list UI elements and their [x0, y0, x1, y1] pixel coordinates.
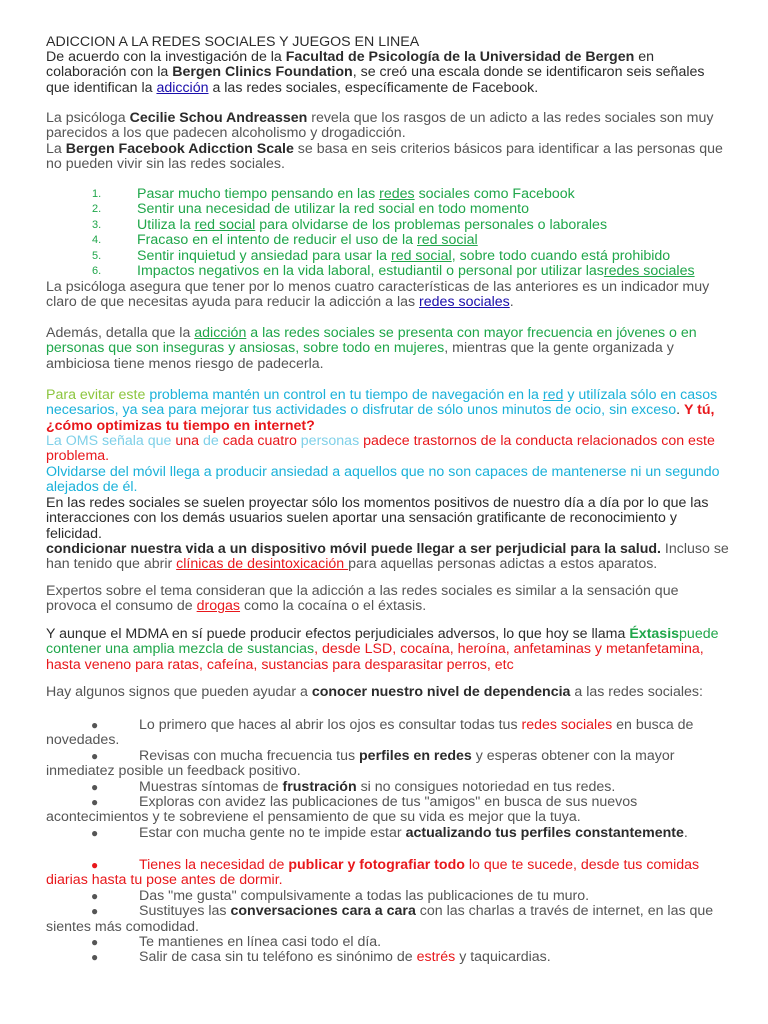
text: revela que los rasgos de un adicto a las redes sociales son muy parecidos a los que padecen alcoholismo y drogadicción. [46, 110, 714, 142]
text: Das "me gusta" compulsivamente a todas las publicaciones de tu muro. [139, 887, 590, 904]
foundation-name: Bergen Clinics Foundation [172, 64, 353, 81]
text: se basa en seis criterios básicos para identificar a las personas que no pueden vivir sin las redes sociales. [46, 141, 723, 173]
dependency-term: conocer nuestro nivel de dependencia [311, 684, 571, 700]
bullet-icon: ● [91, 779, 99, 794]
text: a las redes sociales, específicamente de Facebook. [208, 79, 539, 96]
adiccion-link[interactable]: adicción [156, 79, 209, 96]
sign-text [46, 718, 732, 749]
sign-text [46, 935, 732, 950]
criteria-number: 6. [92, 264, 102, 277]
bullet-icon: ● [91, 904, 99, 919]
bullet-icon: ● [91, 935, 99, 950]
text: lo que te sucede, desde tus comidas diarias hasta tu pose antes de dormir. [46, 857, 700, 889]
criteria-link[interactable]: redes [379, 186, 415, 202]
bullet-icon: ● [91, 825, 99, 840]
sign-text [46, 826, 732, 841]
text: padece trastornos de la conducta relacionados con este problema. [46, 433, 715, 465]
criteria-item [46, 218, 732, 233]
bullet-icon: ● [91, 795, 99, 810]
text: Hay algunos signos que pueden ayudar a [46, 684, 312, 700]
text: De acuerdo con la investigación de la [46, 49, 286, 65]
signs-intro-paragraph [46, 685, 732, 700]
sign-item [46, 950, 732, 965]
bullet-icon: ● [91, 718, 99, 732]
sign-highlight: estrés [416, 949, 456, 966]
question-highlight: Y tú, ¿cómo optimizas tu tiempo en internet? [46, 402, 715, 434]
text: Incluso se han tenido que abrir [46, 541, 729, 573]
sign-text [46, 904, 732, 935]
sign-item [46, 826, 732, 841]
sign-highlight: actualizando tus perfiles constantemente [405, 824, 684, 841]
text: y utilízala sólo en casos necesarios, ya sea para mejorar tus actividades o disfrutar de sólo unos minutos de ocio, sin exceso [46, 387, 718, 419]
sign-text [46, 858, 732, 889]
university-name: Facultad de Psicología de la Universidad de Bergen [285, 49, 635, 65]
text: puede contener una amplia mezcla de sustancias [46, 626, 719, 658]
text: Impactos negativos en la vida laboral, estudiantil o personal por utilizar las [137, 262, 604, 279]
sign-highlight: publicar y fotografiar todo [288, 857, 465, 873]
text: La psicóloga asegura que tener por lo menos cuatro características de las anteriores es un indicador muy claro de que necesitas ayuda para reducir la adicción a las [46, 279, 710, 311]
criteria-number: 2. [92, 203, 102, 216]
text: para olvidarse de los problemas personales o laborales [255, 216, 608, 233]
text: La psicóloga [46, 110, 130, 126]
text: Además, detalla que la [46, 325, 195, 341]
clinicas-link[interactable]: clínicas de desintoxicación [176, 556, 349, 573]
text: Utiliza la [137, 216, 195, 233]
text: como la cocaína o el éxtasis. [240, 598, 427, 615]
text: Pasar mucho tiempo pensando en las [137, 186, 380, 202]
criteria-item [46, 233, 732, 248]
criteria-link[interactable]: red social [390, 247, 452, 264]
sign-highlight: redes sociales [521, 717, 613, 733]
criteria-text [137, 233, 478, 248]
text: Tienes la necesidad de [139, 857, 289, 873]
scale-paragraph [46, 142, 732, 173]
text: Muestras síntomas de [139, 778, 283, 795]
indicator-paragraph [46, 280, 732, 311]
criteria-item [46, 249, 732, 264]
psychologist-name: Cecilie Schou Andreassen [129, 110, 308, 126]
text: Te mantienes en línea casi todo el día. [139, 934, 382, 951]
bullet-icon: ● [91, 950, 99, 965]
sign-item [46, 795, 732, 826]
extasis-term: Éxtasis [629, 626, 680, 642]
criteria-text [137, 249, 670, 264]
sign-text [46, 749, 732, 780]
text: La [46, 141, 66, 157]
sign-item [46, 718, 732, 749]
criteria-link[interactable]: red social [194, 216, 256, 233]
criteria-text [137, 202, 529, 217]
bullet-icon: ● [91, 748, 99, 763]
text: y esperas obtener con la mayor inmediatez posible un feedback positivo. [46, 747, 675, 780]
criteria-number: 3. [92, 218, 102, 231]
criteria-text [137, 264, 695, 279]
criteria-number: 5. [92, 249, 102, 262]
text: para aquellas personas adictas a estos aparatos. [348, 556, 658, 573]
text: , se creó una escala donde se identificaron seis señales que identifican la [46, 64, 705, 96]
text: si no consigues notoriedad en tus redes. [356, 778, 616, 795]
text: Lo primero que haces al abrir los ojos es consultar todas tus [139, 717, 522, 733]
text: Sentir una necesidad de utilizar la red social en todo momento [137, 201, 529, 218]
criteria-number: 1. [92, 188, 102, 200]
criteria-text [137, 187, 575, 202]
text: Salir de casa sin tu teléfono es sinónimo de [139, 949, 417, 966]
text: sociales como Facebook [414, 186, 575, 202]
text: Y aunque el MDMA en sí puede producir efectos perjudiciales adversos, lo que hoy se llama [46, 626, 630, 642]
text: Revisas con mucha frecuencia tus [139, 747, 360, 764]
drogas-link[interactable]: drogas [196, 598, 241, 615]
text: Sustituyes las [139, 903, 231, 920]
document-title: ADICCION A LA REDES SOCIALES Y JUEGOS EN LINEA [46, 34, 420, 50]
scale-name: Bergen Facebook Adicction Scale [65, 141, 294, 157]
oms-paragraph [46, 434, 732, 465]
sign-item [46, 935, 732, 950]
text: en busca de novedades. [46, 717, 694, 749]
positive-moments-paragraph: En las redes sociales se suelen proyectar sólo los momentos positivos de nuestro día a día por lo que las interacciones con los demás usuarios suelen aportar una sensación gratificante de reconocimiento y felicidad. [46, 495, 709, 542]
text: problema mantén un control en tu tiempo de navegación en la [145, 387, 543, 403]
text: . [509, 294, 514, 311]
text: Estar con mucha gente no te impide estar [139, 824, 406, 841]
mdma-paragraph [46, 627, 732, 673]
text: Fracaso en el intento de reducir el uso de la [137, 232, 417, 249]
text: . [676, 402, 684, 419]
criteria-link[interactable]: redes sociales [603, 262, 695, 279]
red-link[interactable]: red [542, 387, 564, 403]
text: cada cuatro [222, 433, 301, 449]
text: una [175, 433, 203, 449]
experts-paragraph [46, 584, 732, 615]
sign-item [46, 780, 732, 795]
redes-sociales-link[interactable]: redes sociales [419, 294, 510, 311]
criteria-number: 4. [92, 234, 102, 247]
text: Para evitar este [46, 387, 146, 403]
health-statement: condicionar nuestra vida a un dispositivo móvil puede llegar a ser perjudicial para la salud. [46, 541, 661, 557]
text: . [683, 824, 688, 841]
signs-list-1 [46, 718, 732, 841]
text: , desde LSD, cocaína, heroína, anfetaminas y metanfetamina, hasta veneno para ratas, cafeína, sustancias para desparasitar perros, etc [46, 641, 704, 673]
text: , mientras que la gente organizada y ambiciosa tiene menos riesgo de padecerla. [46, 340, 674, 372]
adiccion-link[interactable]: adicción [194, 325, 247, 341]
text: Exploras con avidez las publicaciones de tus "amigos" en busca de sus nuevos acontecimientos y te sobreviene el pensamiento de que su vida es mejor que la tuya. [46, 794, 638, 826]
sign-item [46, 749, 732, 780]
frequency-paragraph [46, 326, 732, 372]
text: con las charlas a través de internet, en las que sientes más comodidad. [46, 903, 714, 935]
advice-paragraph [46, 388, 732, 434]
sign-text [46, 780, 732, 795]
sign-highlight: perfiles en redes [359, 747, 472, 764]
criteria-item [46, 264, 732, 279]
signs-list-2 [46, 858, 732, 966]
criteria-item [46, 187, 732, 202]
bullet-icon: ● [91, 858, 99, 872]
psychologist-paragraph [46, 111, 732, 142]
sign-item [46, 904, 732, 935]
criteria-text [137, 218, 607, 233]
criteria-item [46, 202, 732, 217]
intro-paragraph [46, 50, 732, 96]
text: en colaboración con la [46, 49, 654, 81]
sign-highlight: frustración [282, 778, 357, 795]
text: Sentir inquietud y ansiedad para usar la [137, 247, 391, 264]
sign-text [46, 795, 732, 826]
text: a las redes sociales se presenta con mayor frecuencia en jóvenes o en personas que son inseguras y ansiosas, sobre todo en mujeres [46, 325, 697, 357]
text: de [202, 433, 223, 449]
text: personas [300, 433, 364, 449]
text: Expertos sobre el tema consideran que la adicción a las redes sociales es similar a la sensación que provoca el consumo de [46, 583, 679, 615]
sign-text [46, 950, 732, 965]
health-paragraph [46, 542, 732, 573]
text: a las redes sociales: [570, 684, 703, 700]
bullet-icon: ● [91, 888, 99, 903]
sign-highlight: conversaciones cara a cara [230, 903, 416, 920]
text: La OMS señala que [46, 433, 176, 449]
text: y taquicardias. [455, 949, 551, 966]
criteria-link[interactable]: red social [416, 232, 478, 249]
criteria-list [46, 187, 732, 279]
sign-text [46, 889, 732, 904]
sign-item [46, 858, 732, 889]
text: , sobre todo cuando está prohibido [451, 247, 671, 264]
mobile-paragraph: Olvidarse del móvil llega a producir ansiedad a aquellos que no son capaces de mantenerse ni un segundo alejados de él. [46, 464, 720, 496]
sign-item [46, 889, 732, 904]
